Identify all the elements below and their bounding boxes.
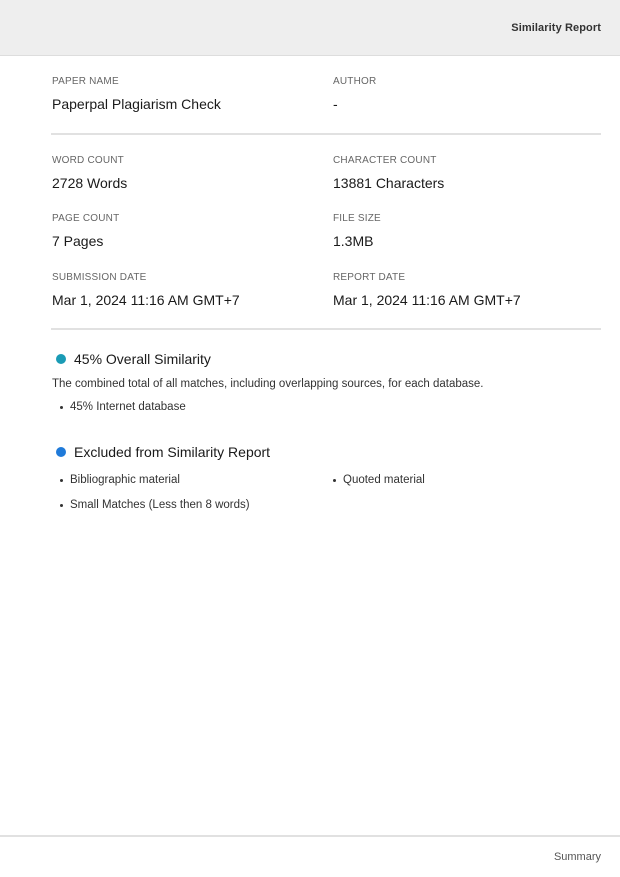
similarity-description: The combined total of all matches, including overlapping sources, for each database. xyxy=(52,378,484,390)
character-count-value: 13881 Characters xyxy=(333,175,445,191)
report-date-label: REPORT DATE xyxy=(333,272,406,283)
author-label: AUTHOR xyxy=(333,76,377,87)
submission-date-label: SUBMISSION DATE xyxy=(52,272,147,283)
page-count-value: 7 Pages xyxy=(52,233,104,249)
submission-date-field xyxy=(52,272,240,308)
author-field xyxy=(333,76,376,112)
word-count-value: 2728 Words xyxy=(52,175,128,191)
bullet-icon xyxy=(60,479,63,482)
similarity-title: 45% Overall Similarity xyxy=(74,351,211,367)
list-item xyxy=(60,499,250,511)
page-count-label: PAGE COUNT xyxy=(52,213,120,224)
excluded-item: Small Matches (Less then 8 words) xyxy=(70,499,250,511)
file-size-value: 1.3MB xyxy=(333,233,374,249)
footer-divider xyxy=(0,835,620,837)
similarity-heading xyxy=(56,351,211,367)
excluded-title: Excluded from Similarity Report xyxy=(74,444,271,460)
paper-name-field xyxy=(52,76,221,112)
report-title: Similarity Report xyxy=(511,22,601,34)
report-header xyxy=(0,0,620,56)
footer-label: Summary xyxy=(553,851,601,863)
word-count-field xyxy=(52,155,127,191)
bullet-icon xyxy=(333,479,336,482)
divider xyxy=(51,133,601,135)
word-count-label: WORD COUNT xyxy=(52,155,124,166)
bullet-icon xyxy=(60,504,63,507)
similarity-item: 45% Internet database xyxy=(70,401,186,413)
divider xyxy=(51,328,601,330)
paper-name-label: PAPER NAME xyxy=(52,76,119,87)
file-size-field xyxy=(333,213,381,249)
submission-date-value: Mar 1, 2024 11:16 AM GMT+7 xyxy=(52,292,240,308)
character-count-label: CHARACTER COUNT xyxy=(333,155,437,166)
report-date-field xyxy=(333,272,521,308)
file-size-label: FILE SIZE xyxy=(333,213,381,224)
similarity-dot-icon xyxy=(56,354,66,364)
page-count-field xyxy=(52,213,119,249)
list-item xyxy=(60,474,180,486)
excluded-item: Bibliographic material xyxy=(70,474,180,486)
report-date-value: Mar 1, 2024 11:16 AM GMT+7 xyxy=(333,292,521,308)
bullet-icon xyxy=(60,406,63,409)
excluded-heading xyxy=(56,444,270,460)
excluded-item: Quoted material xyxy=(343,474,425,486)
paper-name-value: Paperpal Plagiarism Check xyxy=(52,96,221,112)
author-value: - xyxy=(333,96,338,112)
list-item xyxy=(60,401,186,413)
excluded-dot-icon xyxy=(56,447,66,457)
character-count-field xyxy=(333,155,444,191)
list-item xyxy=(333,474,425,486)
